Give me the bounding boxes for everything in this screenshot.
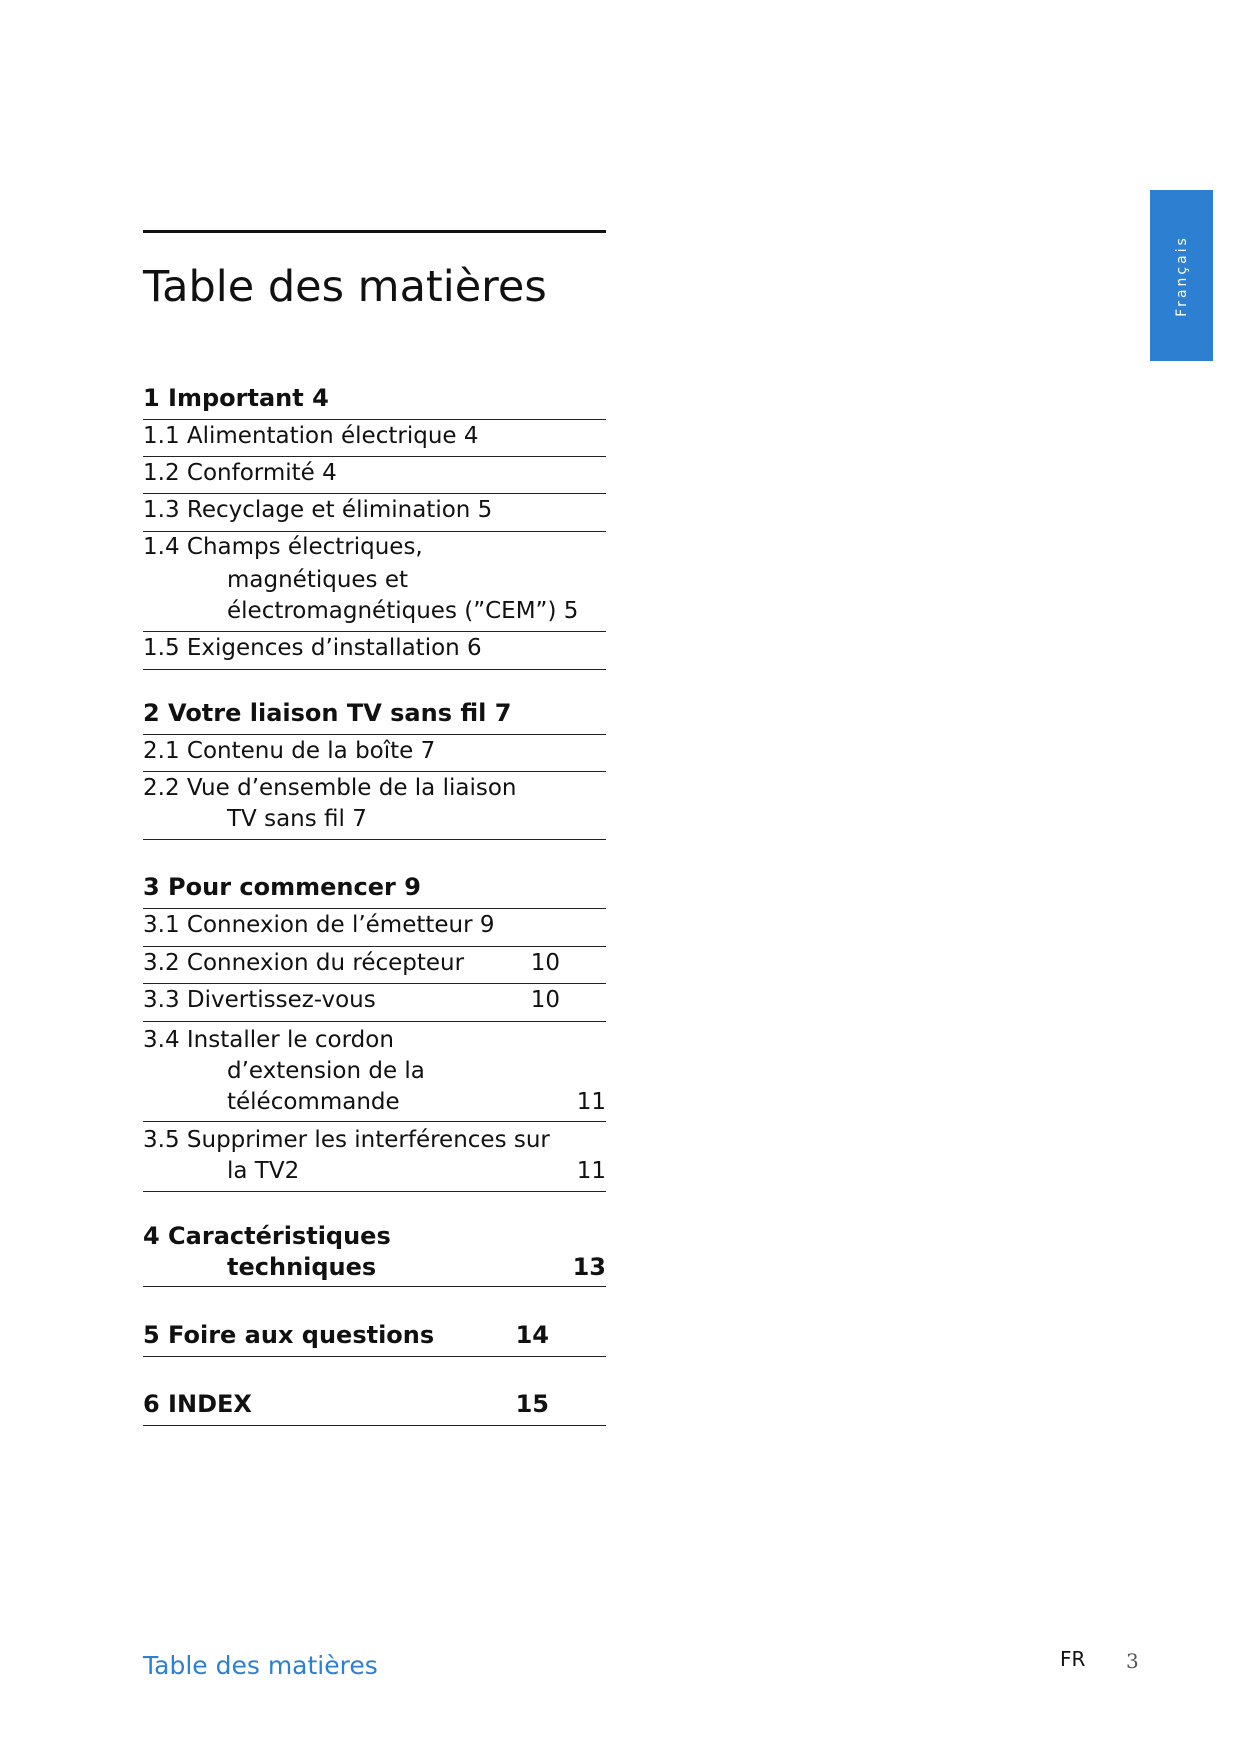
toc-entry-ch4[interactable] xyxy=(143,1220,606,1287)
toc-entry-1-4[interactable] xyxy=(143,532,606,632)
toc-entry-label: 1 Important 4 xyxy=(143,384,329,412)
toc-entry-3-5[interactable] xyxy=(143,1122,606,1192)
toc-chapter-2 xyxy=(143,697,606,840)
toc-entry-label: 3.2 Connexion du récepteur xyxy=(143,950,465,976)
page-title: Table des matières xyxy=(143,262,547,312)
toc-entry-label: 1.3 Recyclage et élimination 5 xyxy=(143,497,493,523)
toc-chapter-1 xyxy=(143,382,606,670)
toc-entry-label: 6 INDEX xyxy=(143,1390,252,1418)
title-top-rule xyxy=(143,230,606,233)
toc-chapter-6 xyxy=(143,1388,606,1426)
toc-entry-2-1[interactable] xyxy=(143,735,606,772)
toc-entry-ch3[interactable] xyxy=(143,871,606,909)
toc-entry-label: 2 Votre liaison TV sans fil 7 xyxy=(143,699,512,727)
toc-entry-label: 5 Foire aux questions xyxy=(143,1321,435,1349)
toc-entry-label: 3.3 Divertissez-vous xyxy=(143,987,376,1013)
toc-entry-label: 2.1 Contenu de la boîte 7 xyxy=(143,738,436,764)
toc-entry-ch6[interactable] xyxy=(143,1388,606,1426)
toc-entry-ch1[interactable] xyxy=(143,382,606,420)
toc-entry-1-3[interactable] xyxy=(143,494,606,532)
toc-entry-label-cont: d’extension de la xyxy=(227,1058,425,1084)
toc-entry-2-2[interactable] xyxy=(143,772,606,840)
toc-entry-label: 4 Caractéristiques xyxy=(143,1222,391,1250)
footer-page-number: 3 xyxy=(1126,1649,1139,1673)
toc-entry-label-cont: la TV2 xyxy=(227,1158,300,1184)
toc-chapter-3 xyxy=(143,871,606,1192)
toc-entry-label: 3 Pour commencer 9 xyxy=(143,873,421,901)
toc-entry-3-4[interactable] xyxy=(143,1022,606,1122)
toc-chapter-4 xyxy=(143,1220,606,1287)
toc-entry-label: 3.5 Supprimer les interférences sur xyxy=(143,1127,550,1153)
toc-entry-label-cont: télécommande xyxy=(227,1089,400,1115)
toc-entry-3-2[interactable] xyxy=(143,947,606,984)
language-tab-label: Français xyxy=(1173,234,1190,317)
toc-entry-page: 10 xyxy=(530,950,560,976)
toc-entry-label-cont: TV sans fil 7 xyxy=(227,806,367,832)
toc-entry-label: 3.1 Connexion de l’émetteur 9 xyxy=(143,912,495,938)
toc-entry-page: 13 xyxy=(572,1253,606,1281)
toc-entry-3-1[interactable] xyxy=(143,909,606,947)
toc-entry-label: 3.4 Installer le cordon xyxy=(143,1027,394,1053)
toc-entry-page: 11 xyxy=(576,1158,606,1184)
toc-entry-label: 1.5 Exigences d’installation 6 xyxy=(143,635,482,661)
toc-entry-1-2[interactable] xyxy=(143,457,606,494)
toc-entry-label-cont: magnétiques et xyxy=(227,567,409,593)
toc-entry-page: 14 xyxy=(515,1321,549,1349)
toc-entry-ch2[interactable] xyxy=(143,697,606,735)
toc-entry-label: 1.2 Conformité 4 xyxy=(143,460,337,486)
toc-entry-page: 15 xyxy=(515,1390,549,1418)
footer-language: FR xyxy=(1060,1647,1086,1671)
toc-entry-3-3[interactable] xyxy=(143,984,606,1022)
footer-section-title: Table des matières xyxy=(143,1651,378,1680)
toc-entry-1-5[interactable] xyxy=(143,632,606,670)
language-tab[interactable] xyxy=(1150,190,1213,361)
toc-entry-ch5[interactable] xyxy=(143,1319,606,1357)
toc-chapter-5 xyxy=(143,1319,606,1357)
toc-entry-1-1[interactable] xyxy=(143,420,606,457)
toc-entry-page: 11 xyxy=(576,1089,606,1115)
toc-entry-label: 1.4 Champs électriques, xyxy=(143,534,423,560)
toc-entry-label: 2.2 Vue d’ensemble de la liaison xyxy=(143,775,517,801)
toc-entry-page: 10 xyxy=(530,987,560,1013)
toc-entry-label-cont: techniques xyxy=(227,1253,377,1281)
toc-entry-label-cont: électromagnétiques (”CEM”) 5 xyxy=(227,598,579,624)
toc-entry-label: 1.1 Alimentation électrique 4 xyxy=(143,423,479,449)
